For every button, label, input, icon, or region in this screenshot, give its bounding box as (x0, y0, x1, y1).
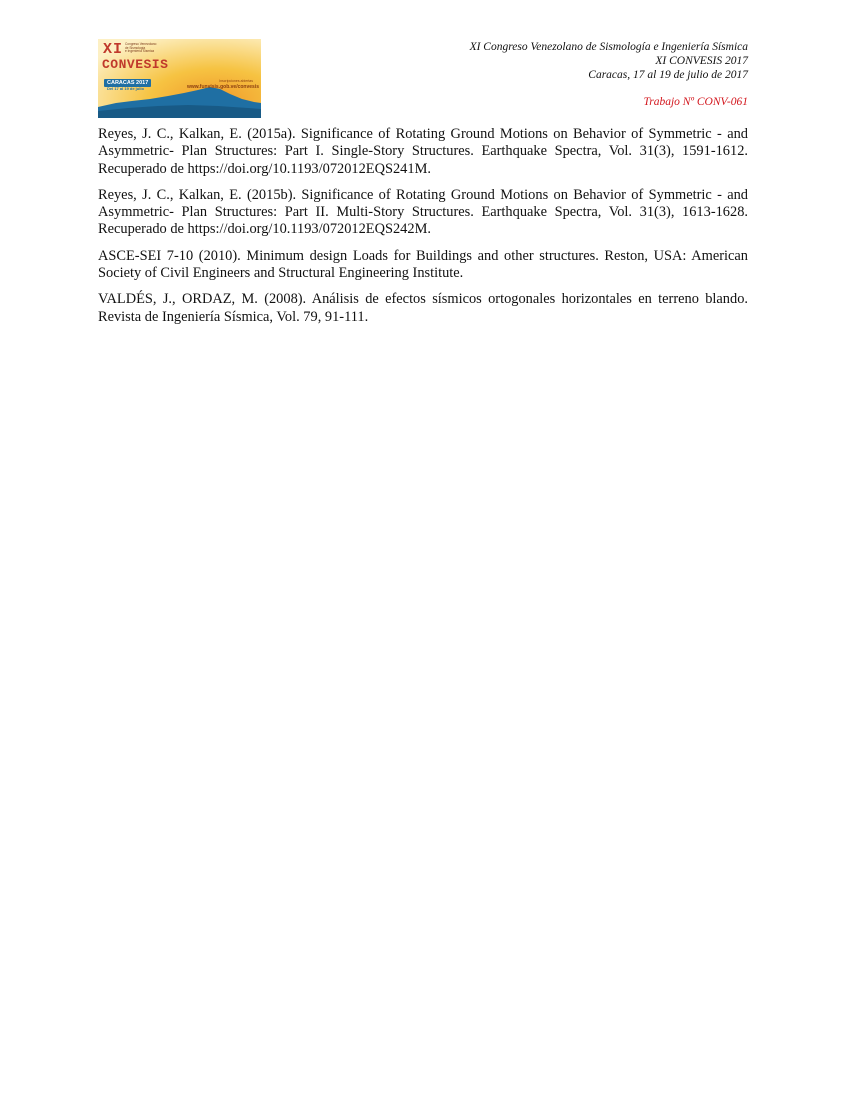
logo-registration: Inscripciones abiertas (219, 79, 253, 83)
logo-dates: Del 17 al 19 de julio (107, 86, 144, 91)
logo-subtitle (125, 43, 175, 54)
references-list (98, 126, 748, 335)
reference-item: VALDÉS, J., ORDAZ, M. (2008). Análisis de efectos sísmicos ortogonales horizontales en terreno blando. Revista de Ingeniería Sísmica, Vol. 79, 91-111. (98, 291, 748, 325)
conference-title-line: XI Congreso Venezolano de Sismología e Ingeniería Sísmica (469, 41, 748, 53)
logo-subtitle-line: de Sismología (125, 45, 146, 50)
conference-header (470, 40, 748, 82)
work-number: Trabajo Nº CONV-061 (643, 96, 748, 108)
logo-name: CONVESIS (102, 57, 169, 72)
logo-url: www.funvisis.gob.ve/convesis (186, 84, 259, 90)
logo-subtitle-line: Congreso Venezolano (125, 42, 157, 46)
conference-edition-line: XI CONVESIS 2017 (655, 55, 748, 67)
conference-date-line: Caracas, 17 al 19 de julio de 2017 (588, 69, 748, 81)
reference-item: Reyes, J. C., Kalkan, E. (2015b). Significance of Rotating Ground Motions on Behavior of Symmetric - and Asymmetric- Plan Structures: Part II. Multi-Story Structures. Earthquake Spectra, Vol. 31(3), 1613-1628. Recuperado de https://doi.org/10.1193/072012EQS242M. (98, 186, 748, 238)
reference-item: Reyes, J. C., Kalkan, E. (2015a). Significance of Rotating Ground Motions on Behavior of Symmetric - and Asymmetric- Plan Structures: Part I. Single-Story Structures. Earthquake Spectra, Vol. 31(3), 1591-1612. Recuperado de https://doi.org/10.1193/072012EQS241M. (98, 126, 748, 177)
reference-item: ASCE-SEI 7-10 (2010). Minimum design Loads for Buildings and other structures. Reston, USA: American Society of Civil Engineers and Structural Engineering Institute. (98, 247, 748, 282)
logo-city-badge: CARACAS 2017 (104, 79, 151, 87)
logo-subtitle-line: e Ingeniería Sísmica (125, 49, 155, 54)
convesis-logo (98, 39, 261, 118)
logo-numeral: XI (103, 41, 124, 58)
